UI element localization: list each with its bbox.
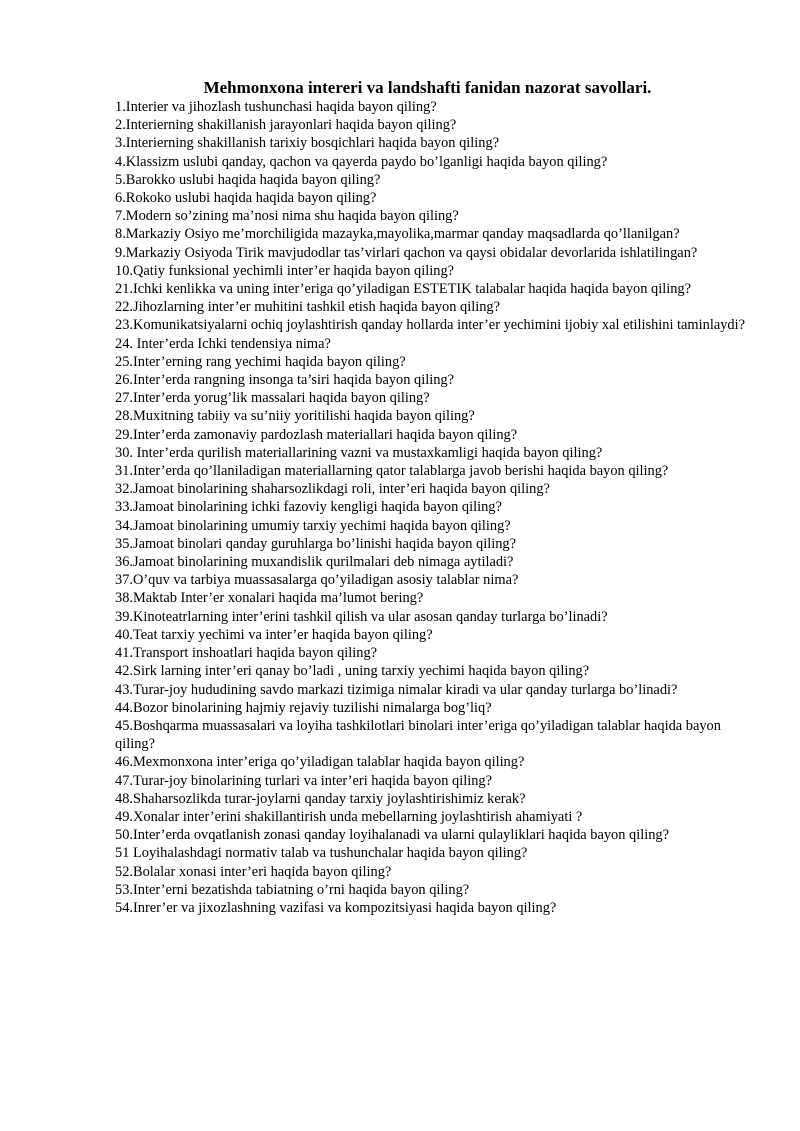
question-item: 23.Komunikatsiyalarni ochiq joylashtirish qanday hollarda inter’er yechimini ijobiy xal etilishini taminlaydi? [115, 317, 745, 334]
question-item: 31.Inter’erda qo’llaniladigan materiallarning qator talablarga javob berishi haqida bayon qiling? [115, 463, 669, 480]
question-item: 49.Xonalar inter’erini shakillantirish unda mebellarning joylashtirish ahamiyati ? [115, 808, 583, 825]
question-item: 5.Barokko uslubi haqida haqida bayon qiling? [115, 171, 381, 188]
question-item: 24. Inter’erda Ichki tendensiya nima? [115, 335, 331, 352]
question-item: 35.Jamoat binolari qanday guruhlarga bo’linishi haqida bayon qiling? [115, 535, 516, 552]
question-item: 22.Jihozlarning inter’er muhitini tashkil etish haqida bayon qiling? [115, 299, 501, 316]
question-item: 41.Transport inshoatlari haqida bayon qiling? [115, 645, 378, 662]
question-item: 46.Mexmonxona inter’eriga qo’yiladigan talablar haqida bayon qiling? [115, 754, 525, 771]
question-item: 30. Inter’erda qurilish materiallarining vazni va mustaxkamligi haqida bayon qiling? [115, 444, 603, 461]
question-item: 29.Inter’erda zamonaviy pardozlash materiallari haqida bayon qiling? [115, 426, 518, 443]
question-item: 37.O’quv va tarbiya muassasalarga qo’yiladigan asosiy talablar nima? [115, 572, 519, 589]
question-item: 48.Shaharsozlikda turar-joylarni qanday tarxiy joylashtirishimiz kerak? [115, 790, 526, 807]
document-title: Mehmonxona intereri va landshafti fanidan nazorat savollari. [203, 78, 652, 97]
question-item: 52.Bolalar xonasi inter’eri haqida bayon qiling? [115, 863, 392, 880]
question-item: 10.Qatiy funksional yechimli inter’er haqida bayon qiling? [115, 262, 455, 279]
question-item: 42.Sirk larning inter’eri qanay bo’ladi , uning tarxiy yechimi haqida bayon qiling? [115, 663, 590, 680]
question-item: 33.Jamoat binolarining ichki fazoviy kengligi haqida bayon qiling? [115, 499, 502, 516]
question-item: 34.Jamoat binolarining umumiy tarxiy yechimi haqida bayon qiling? [115, 517, 511, 534]
question-item: 25.Inter’erning rang yechimi haqida bayon qiling? [115, 353, 406, 370]
question-item: 9.Markaziy Osiyoda Tirik mavjudodlar tas’virlari qachon va qaysi obidalar devorlarida ishlatilingan? [115, 244, 698, 261]
question-item: 43.Turar-joy hududining savdo markazi tizimiga nimalar kiradi va ular qanday turlarga bo’linadi? [115, 681, 678, 698]
question-item: 47.Turar-joy binolarining turlari va inter’eri haqida bayon qiling? [115, 772, 492, 789]
question-item: 4.Klassizm uslubi qanday, qachon va qayerda paydo bo’lganligi haqida bayon qiling? [115, 153, 608, 170]
question-item: 2.Interierning shakillanish jarayonlari haqida bayon qiling? [115, 117, 457, 134]
question-item: 8.Markaziy Osiyo me’morchiligida mazayka,mayolika,marmar qanday maqsadlarda qo’llanilgan? [115, 226, 680, 243]
question-item: 26.Inter’erda rangning insonga ta’siri haqida bayon qiling? [115, 372, 455, 389]
question-item: 27.Inter’erda yorug’lik massalari haqida bayon qiling? [115, 390, 430, 407]
question-item: 1.Interier va jihozlash tushunchasi haqida bayon qiling? [115, 99, 437, 115]
question-list [115, 98, 745, 917]
question-item: 36.Jamoat binolarining muxandislik qurilmalari deb nimaga aytiladi? [115, 554, 514, 571]
question-item: 6.Rokoko uslubi haqida haqida bayon qiling? [115, 190, 377, 207]
question-item: 53.Inter’erni bezatishda tabiatning o’rni haqida bayon qiling? [115, 881, 470, 898]
question-item: 32.Jamoat binolarining shaharsozlikdagi roli, inter’eri haqida bayon qiling? [115, 481, 550, 498]
question-item: 7.Modern so’zining ma’nosi nima shu haqida bayon qiling? [115, 208, 459, 225]
question-item: 38.Maktab Inter’er xonalari haqida ma’lumot bering? [115, 590, 424, 607]
question-item: 40.Teat tarxiy yechimi va inter’er haqida bayon qiling? [115, 626, 433, 643]
question-item: 44.Bozor binolarining hajmiy rejaviy tuzilishi nimalarga bog’liq? [115, 699, 492, 716]
question-item: 51 Loyihalashdagi normativ talab va tushunchalar haqida bayon qiling? [115, 845, 528, 862]
question-item: 39.Kinoteatrlarning inter’erini tashkil qilish va ular asosan qanday turlarga bo’linadi? [115, 608, 608, 625]
question-item: 21.Ichki kenlikka va uning inter’eriga qo’yiladigan ESTETIK talabalar haqida haqida bayon qiling? [115, 281, 691, 298]
question-item: 45.Boshqarma muassasalari va loyiha tashkilotlari binolari inter’eriga qo’yiladigan talablar haqida bayon qiling? [115, 717, 721, 753]
question-item: 50.Inter’erda ovqatlanish zonasi qanday loyihalanadi va ularni qulayliklari haqida bayon qiling? [115, 827, 669, 844]
question-item: 28.Muxitning tabiiy va su’niiy yoritilishi haqida bayon qiling? [115, 408, 475, 425]
question-item: 3.Interierning shakillanish tarixiy bosqichlari haqida bayon qiling? [115, 135, 500, 152]
question-item: 54.Inrer’er va jixozlashning vazifasi va kompozitsiyasi haqida bayon qiling? [115, 899, 557, 916]
